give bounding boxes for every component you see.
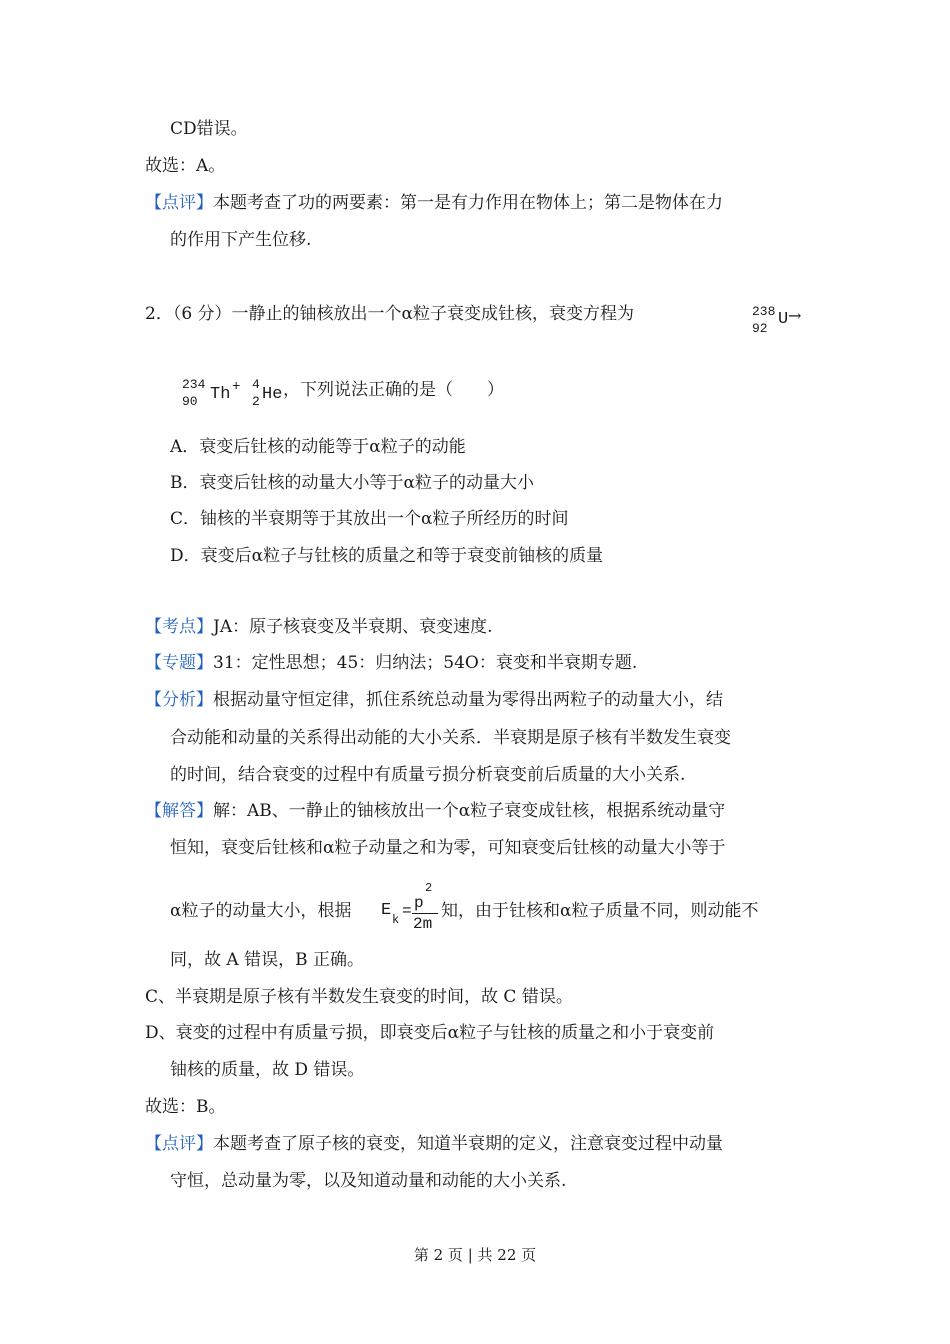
kinetic-energy-formula	[381, 880, 441, 940]
uranium-nuclide	[752, 305, 812, 341]
prev-review-tag: 【点评】	[145, 193, 213, 213]
jieda-d-line1: D、衰变的过程中有质量亏损，即衰变后α粒子与钍核的质量之和小于衰变前	[145, 1023, 715, 1043]
jieda-line3b: 知，由于钍核和α粒子质量不同，则动能不	[441, 901, 759, 921]
review-line2: 守恒，总动量为零，以及知道动量和动能的大小关系.	[170, 1171, 567, 1191]
jieda-text1: 解：AB、一静止的铀核放出一个α粒子衰变成钍核，根据系统动量守	[213, 801, 726, 821]
answer-line: 故选：B。	[145, 1097, 226, 1117]
plus-sign: +	[232, 379, 241, 395]
zhuanti-text: 31：定性思想；45：归纳法；54O：衰变和半衰期专题.	[213, 653, 638, 673]
fenxi-text1: 根据动量守恒定律，抓住系统总动量为零得出两粒子的动量大小，结	[213, 690, 723, 710]
prev-answer: 故选：A。	[145, 156, 226, 176]
formula-numerator-p: p	[414, 894, 424, 912]
q2-stem-line2: ，下列说法正确的是（ ）	[283, 380, 504, 400]
uranium-symbol: U	[778, 310, 789, 329]
review-line1	[145, 1133, 723, 1155]
uranium-mass-number: 238	[752, 304, 776, 319]
fenxi-line3: 的时间，结合衰变的过程中有质量亏损分析衰变前后质量的大小关系.	[170, 765, 686, 785]
fenxi-tag: 【分析】	[145, 690, 213, 710]
prev-review-line1	[145, 192, 723, 214]
q2-stem-line1: 2．（6 分）一静止的铀核放出一个α粒子衰变成钍核，衰变方程为	[145, 304, 635, 324]
helium-symbol: He	[262, 385, 283, 404]
thorium-symbol: Th	[210, 385, 231, 404]
zhuanti-tag: 【专题】	[145, 653, 213, 673]
fraction-bar	[412, 913, 438, 914]
helium-mass-number: 4	[252, 377, 260, 392]
helium-atomic-number: 2	[252, 394, 260, 409]
option-b: B．衰变后钍核的动量大小等于α粒子的动量大小	[170, 473, 534, 493]
kaodian-text: JA：原子核衰变及半衰期、衰变速度.	[213, 617, 493, 637]
formula-ek: E	[381, 901, 392, 920]
jieda-line3a: α粒子的动量大小，根据	[170, 901, 352, 921]
kaodian-tag: 【考点】	[145, 617, 213, 637]
jieda-tag: 【解答】	[145, 801, 213, 821]
thorium-atomic-number: 90	[182, 394, 198, 409]
review-text1: 本题考查了原子核的衰变，知道半衰期的定义，注意衰变过程中动量	[213, 1134, 723, 1154]
fenxi-line1	[145, 689, 723, 711]
thorium-mass-number: 234	[182, 377, 206, 392]
prev-cd-wrong: CD错误。	[170, 119, 248, 139]
jieda-line2: 恒知，衰变后钍核和α粒子动量之和为零，可知衰变后钍核的动量大小等于	[170, 838, 726, 858]
option-a: A．衰变后钍核的动能等于α粒子的动能	[170, 437, 466, 457]
uranium-atomic-number: 92	[752, 321, 768, 336]
jieda-line1	[145, 800, 725, 822]
jieda-d-line2: 铀核的质量，故 D 错误。	[170, 1060, 365, 1080]
prev-review-text1: 本题考查了功的两要素：第一是有力作用在物体上；第二是物体在力	[213, 193, 723, 213]
jieda-c-line: C、半衰期是原子核有半数发生衰变的时间，故 C 错误。	[145, 987, 573, 1007]
formula-denominator: 2m	[413, 915, 433, 933]
fenxi-line2: 合动能和动量的关系得出动能的大小关系．半衰期是原子核有半数发生衰变	[170, 728, 731, 748]
formula-equals: =	[402, 902, 412, 920]
jieda-line4: 同，故 A 错误，B 正确。	[170, 950, 364, 970]
page-footer: 第 2 页 | 共 22 页	[413, 1246, 537, 1264]
kaodian-line	[145, 616, 493, 638]
zhuanti-line	[145, 652, 637, 674]
option-c: C．铀核的半衰期等于其放出一个α粒子所经历的时间	[170, 509, 569, 529]
option-d: D．衰变后α粒子与钍核的质量之和等于衰变前铀核的质量	[170, 546, 604, 566]
formula-ek-subscript: k	[392, 913, 400, 927]
formula-numerator-exponent: 2	[425, 881, 433, 895]
arrow-icon: →	[788, 306, 802, 325]
review-tag: 【点评】	[145, 1134, 213, 1154]
prev-review-line2: 的作用下产生位移.	[170, 230, 312, 250]
